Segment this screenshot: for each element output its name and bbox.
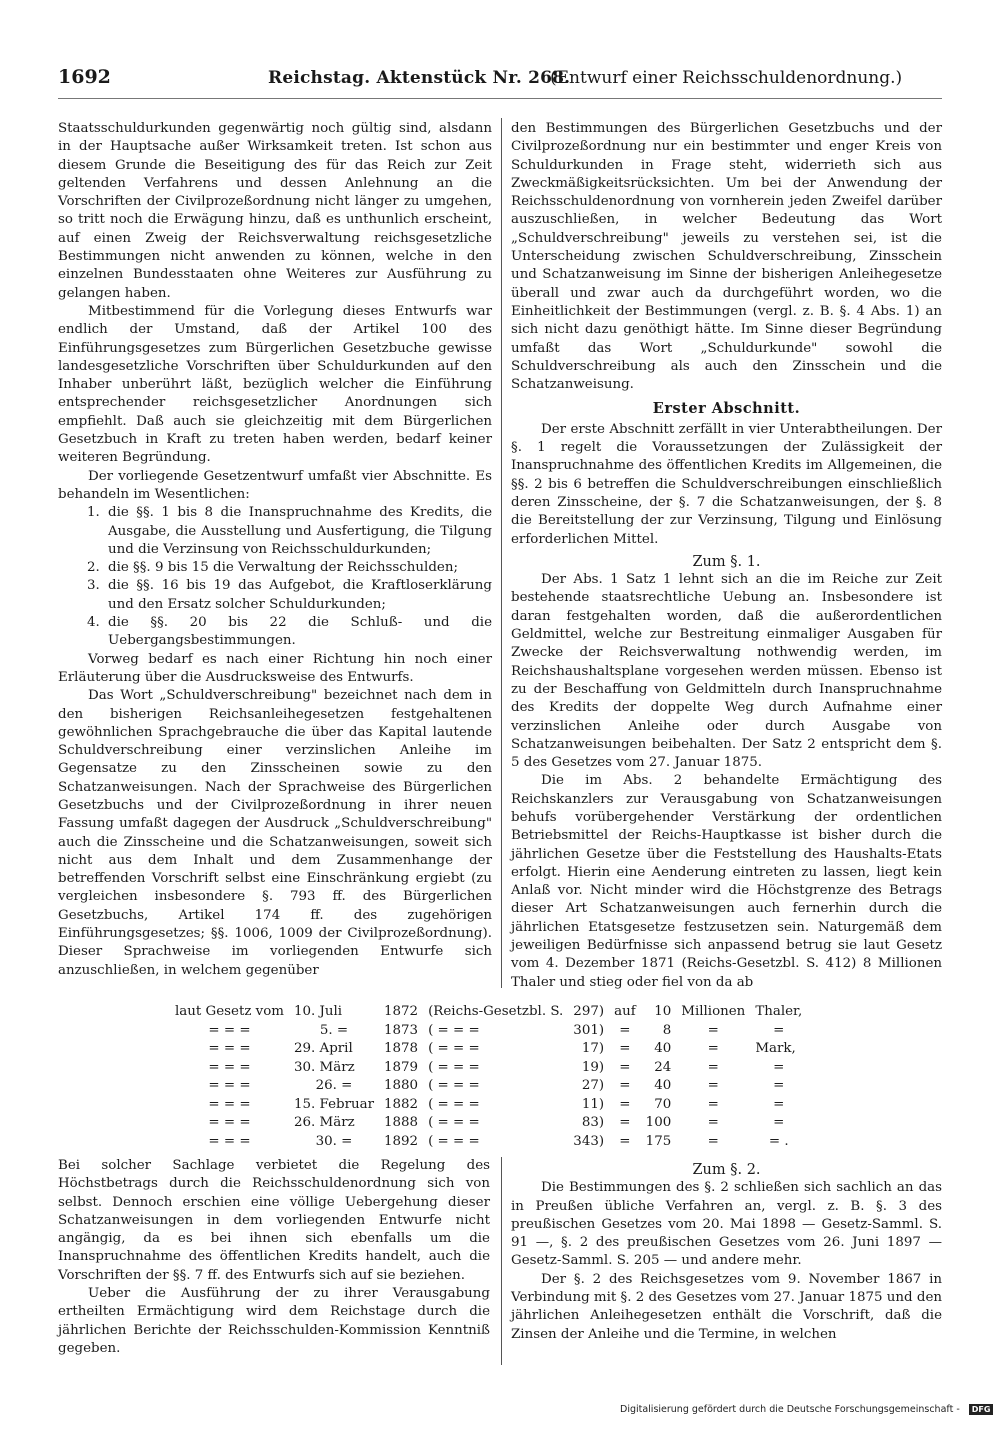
- table-cell: 83): [581, 1115, 605, 1130]
- table-row: [170, 1040, 807, 1059]
- table-cell: =: [707, 1022, 719, 1038]
- right-column: [511, 120, 942, 992]
- table-cell: 301): [573, 1022, 605, 1038]
- table-cell: 30. März: [293, 1059, 355, 1075]
- bottom-left-column: [58, 1157, 490, 1358]
- table-cell: = = =: [208, 1022, 251, 1038]
- table-row: [170, 1133, 807, 1152]
- column-divider: [501, 118, 502, 988]
- table-cell: 8: [662, 1022, 672, 1038]
- table-cell: = = =: [208, 1059, 251, 1075]
- table-cell: ( = = =: [428, 1078, 480, 1093]
- header-rule: [58, 98, 942, 99]
- section-list: [58, 504, 492, 650]
- table-cell: laut Gesetz vom: [175, 1004, 284, 1019]
- table-cell: auf: [614, 1004, 636, 1019]
- treasury-bill-table: [170, 1003, 807, 1151]
- list-item: 4. die §§. 20 bis 22 die Schluß- und die Uebergangsbestimmungen.: [104, 614, 492, 651]
- table-cell: 1878: [384, 1041, 419, 1056]
- table-cell: 343): [573, 1133, 605, 1149]
- table-cell: Mark,: [755, 1041, 796, 1056]
- table-cell: ( = = =: [428, 1096, 480, 1112]
- table-cell: 40: [654, 1078, 672, 1093]
- table-cell: 70: [654, 1096, 672, 1112]
- credit-text: Digitalisierung gefördert durch die Deutsche Forschungsgemeinschaft -: [620, 1404, 960, 1415]
- header-title: Reichstag. Aktenstück Nr. 268.: [268, 68, 571, 88]
- paragraph: Vorweg bedarf es nach einer Richtung hin noch einer Erläuterung über die Ausdrucksweise des Entwurfs.: [58, 651, 492, 685]
- paragraph: Der vorliegende Gesetzentwurf umfaßt vier Abschnitte. Es behandeln im Wesentlichen:: [58, 468, 492, 502]
- paragraph: Der §. 2 des Reichsgesetzes vom 9. November 1867 in Verbindung mit §. 2 des Gesetzes vom 27. Januar 1875 und den jährlichen Anleihegesetzen enthält die Vorschrift, daß die Zinsen der Anleihe und die Termine, in welchen: [511, 1271, 942, 1342]
- table-cell: = = =: [208, 1115, 251, 1130]
- table-cell: 175: [645, 1133, 672, 1149]
- table-cell: =: [619, 1041, 631, 1056]
- subsection-heading: Zum §. 2.: [692, 1162, 761, 1178]
- paragraph: Die im Abs. 2 behandelte Ermächtigung des Reichskanzlers zur Verausgabung von Schatzanweisungen behufs vorübergehender Verstärkung der ordentlichen Betriebsmittel der Reichs-Hauptkasse ist bisher durch die jährlichen Gesetze über die Feststellung des Haushalts-Etats erfolgt. Hierin eine Aenderung eintreten zu lassen, liegt kein Anlaß vor. Nicht minder wird die Höchstgrenze des Betrags dieser Art Schatzanweisungen auch fernerhin durch die jährlichen Etatsgesetze festzusetzen sein. Naturgemäß dem jeweiligen Bedürfnisse sich anpassend betrug sie laut Gesetz vom 4. Dezember 1871 (Reichs-Gesetzbl. S. 412) 8 Millionen Thaler und stieg oder fiel von da ab: [511, 773, 942, 990]
- paragraph: Ueber die Ausführung der zu ihrer Verausgabung ertheilten Ermächtigung wird dem Reichstage durch die jährlichen Berichte der Reichsschulden-Kommission Kenntniß gegeben.: [58, 1286, 490, 1356]
- table-cell: =: [773, 1078, 785, 1093]
- header-subtitle: (Entwurf einer Reichsschuldenordnung.): [550, 68, 903, 88]
- table-row: [170, 1096, 807, 1115]
- table-cell: =: [619, 1115, 631, 1130]
- column-divider: [501, 1157, 502, 1365]
- table-cell: 26. =: [315, 1078, 353, 1093]
- bottom-right-column: [511, 1157, 942, 1344]
- subsection-heading: Zum §. 1.: [692, 553, 761, 570]
- table-row: [170, 1059, 807, 1078]
- table-cell: 5. =: [319, 1022, 349, 1038]
- left-column: [58, 120, 492, 980]
- table-cell: =: [707, 1041, 719, 1056]
- table-cell: ( = = =: [428, 1022, 480, 1038]
- table-cell: =: [773, 1059, 785, 1075]
- table-cell: Millionen: [681, 1004, 746, 1019]
- table-cell: =: [707, 1096, 719, 1112]
- table-cell: 10: [654, 1004, 672, 1019]
- section-heading: Erster Abschnitt.: [652, 400, 801, 418]
- table-cell: = = =: [208, 1096, 251, 1112]
- table-cell: =: [707, 1133, 719, 1149]
- table-cell: 1880: [384, 1078, 419, 1093]
- paragraph: den Bestimmungen des Bürgerlichen Gesetzbuchs und der Civilprozeßordnung nur ein bestimmter und enger Kreis von Schuldurkunden in Frage steht, widerrieth sich aus Zweckmäßigkeitsrücksichten. Um bei der Anwendung der Reichsschuldenordnung von vornherein jeden Zweifel darüber auszuschließen, in welcher Bedeutung das Wort „Schuldverschreibung" jeweils zu verstehen sei, ist die Unterscheidung zwischen Schuldverschreibung, Zinsschein und Schatzanweisung im Sinne der bisherigen Anleihegesetze überall und zwar auch da durchgeführt worden, wo die Einheitlichkeit der Bestimmungen (vergl. z. B. §. 4 Abs. 1) an sich nicht dazu genöthigt hätte. Im Sinne dieser Begründung umfaßt das Wort „Schuldurkunde" sowohl die Schuldverschreibung als auch den Zinsschein und die Schatzanweisung.: [511, 121, 942, 393]
- table-cell: ( = = =: [428, 1041, 480, 1056]
- table-cell: 30. =: [315, 1133, 353, 1149]
- table-cell: ( = = =: [428, 1059, 480, 1075]
- table-cell: (Reichs-Gesetzbl. S.: [428, 1004, 564, 1019]
- table-cell: 1873: [384, 1022, 419, 1038]
- table-cell: 1882: [384, 1096, 419, 1112]
- table-row: [170, 1077, 807, 1096]
- table-cell: = = =: [208, 1133, 251, 1149]
- table-row: [170, 1022, 807, 1041]
- table-cell: 27): [581, 1078, 605, 1093]
- table-cell: 1892: [384, 1133, 419, 1149]
- table-cell: 19): [581, 1059, 605, 1075]
- paragraph: Der erste Abschnitt zerfällt in vier Unterabtheilungen. Der §. 1 regelt die Voraussetzungen der Zulässigkeit der Inanspruchnahme des öffentlichen Kredits im Allgemeinen, die §§. 2 bis 6 betreffen die Schuldverschreibungen einschließlich deren Zinsscheine, der §. 7 die Schatzanweisungen, der §. 8 die Bereitstellung der zur Verzinsung, Tilgung und Einlösung erforderlichen Mittel.: [511, 421, 942, 547]
- table-cell: =: [619, 1133, 631, 1149]
- table-cell: =: [707, 1059, 719, 1075]
- page-header: [58, 64, 942, 98]
- table-cell: = = =: [208, 1078, 251, 1093]
- table-cell: 1888: [384, 1115, 419, 1130]
- table-cell: =: [707, 1115, 719, 1130]
- table-cell: 17): [581, 1041, 605, 1056]
- table-cell: =: [619, 1022, 631, 1038]
- list-item: 3. die §§. 16 bis 19 das Aufgebot, die Kraftloserklärung und den Ersatz solcher Schuldurkunden;: [104, 577, 492, 614]
- dfg-logo: DFG: [969, 1404, 994, 1415]
- digitization-credit: [620, 1404, 993, 1415]
- paragraph: Staatsschuldurkunden gegenwärtig noch gültig sind, alsdann in der Hauptsache außer Wirksamkeit treten. Ist schon aus diesem Grunde die Beseitigung des für das Reich zur Zeit geltenden Verfahrens und dessen Anlehnung an die Vorschriften der Civilprozeßordnung nicht länger zu umgehen, so tritt noch die Erwägung hinzu, daß es unthunlich erscheint, auf einen Zweig der Reichsverwaltung reichsgesetzliche Bestimmungen nicht anwenden zu können, welche in den einzelnen Bundesstaaten ohne Weiteres zur Ausführung zu gelangen haben.: [58, 121, 492, 301]
- paragraph: Der Abs. 1 Satz 1 lehnt sich an die im Reiche zur Zeit bestehende staatsrechtliche Uebung an. Insbesondere ist daran festgehalten worden, daß die außerordentlichen Geldmittel, welche zur Bestreitung einmaliger Ausgaben für Zwecke der Reichsverwaltung nothwendig werden, im Reichshaushaltsplane vorgesehen werden müssen. Ebenso ist zu der Beschaffung von Geldmitteln durch Inanspruchnahme des Kredits der doppelte Weg durch Aufnahme einer verzinslichen Anleihe oder durch Ausgabe von Schatzanweisungen beibehalten. Der Satz 2 entspricht dem §. 5 des Gesetzes vom 27. Januar 1875.: [511, 572, 942, 771]
- page-number: 1692: [58, 66, 111, 88]
- list-item: 2. die §§. 9 bis 15 die Verwaltung der Reichsschulden;: [104, 559, 492, 577]
- table-cell: 297): [573, 1004, 605, 1019]
- table-cell: =: [773, 1096, 785, 1112]
- table-cell: 1872: [384, 1004, 419, 1019]
- table-cell: 26. März: [293, 1115, 355, 1130]
- table-cell: =: [619, 1096, 631, 1112]
- table-cell: =: [619, 1059, 631, 1075]
- paragraph: Bei solcher Sachlage verbietet die Regelung des Höchstbetrags durch die Reichsschuldenordnung sich von selbst. Dennoch erschien eine völlige Uebergehung dieser Schatzanweisungen in dem vorliegenden Entwurfe nicht angängig, da es bei ihnen sich ebenfalls um die Inanspruchnahme des öffentlichen Kredits handelt, auch die Vorschriften der §§. 7 ff. des Entwurfs sich auf sie beziehen.: [58, 1158, 490, 1283]
- list-item: 1. die §§. 1 bis 8 die Inanspruchnahme des Kredits, die Ausgabe, die Ausstellung und Ausfertigung, die Tilgung und die Verzinsung von Reichsschuldurkunden;: [104, 504, 492, 559]
- table-cell: = = =: [208, 1041, 251, 1056]
- table-cell: 1879: [384, 1059, 419, 1075]
- table-cell: 24: [654, 1059, 672, 1075]
- paragraph: Das Wort „Schuldverschreibung" bezeichnet nach dem in den bisherigen Reichsanleihegesetzen festgehaltenen gewöhnlichen Sprachgebrauche die über das Kapital lautende Schuldverschreibung einer verzinslichen Anleihe im Gegensatze zu den Zinsscheinen sowie zu den Schatzanweisungen. Nach der Sprachweise des Bürgerlichen Gesetzbuchs und der Civilprozeßordnung in ihrer neuen Fassung umfaßt dagegen der Ausdruck „Schuldverschreibung" auch die Zinsscheine und die Schatzanweisungen, soweit sich nicht aus dem Inhalt und dem Zusammenhange der betreffenden Vorschrift selbst eine Einschränkung ergiebt (zu vergleichen insbesondere §. 793 ff. des Bürgerlichen Gesetzbuchs, Artikel 174 ff. des zugehörigen Einführungsgesetzes; §§. 1006, 1009 der Civilprozeßordnung). Dieser Sprachweise im vorliegenden Entwurfe sich anzuschließen, in welchem gegenüber: [58, 688, 492, 978]
- table-cell: 11): [581, 1096, 605, 1112]
- table-cell: 15. Februar: [293, 1096, 374, 1112]
- table-cell: 10. Juli: [293, 1004, 343, 1019]
- table-cell: 100: [645, 1115, 672, 1130]
- table-cell: ( = = =: [428, 1115, 480, 1130]
- table-cell: 40: [654, 1041, 672, 1056]
- paragraph: Mitbestimmend für die Vorlegung dieses Entwurfs war endlich der Umstand, daß der Artikel 100 des Einführungsgesetzes zum Bürgerlichen Gesetzbuche gewisse landesgesetzliche Vorschriften über Schuldurkunden auf den Inhaber unberührt läßt, bezüglich welcher die Einführung entsprechender reichsgesetzlicher Anordnungen sich empfiehlt. Daß auch sie gleichzeitig mit dem Bürgerlichen Gesetzbuch in Kraft zu treten haben werden, bedarf keiner weiteren Begründung.: [58, 303, 492, 466]
- table-cell: = .: [768, 1133, 789, 1149]
- table-cell: =: [773, 1022, 785, 1038]
- table-cell: 29. April: [293, 1041, 353, 1056]
- table-cell: Thaler,: [755, 1004, 803, 1019]
- table-row: [170, 1003, 807, 1022]
- table-cell: =: [773, 1115, 785, 1130]
- table-cell: ( = = =: [428, 1133, 480, 1149]
- table-row: [170, 1114, 807, 1133]
- table-cell: =: [619, 1078, 631, 1093]
- table-cell: =: [707, 1078, 719, 1093]
- paragraph: Die Bestimmungen des §. 2 schließen sich sachlich an das in Preußen übliche Verfahren an, vergl. z. B. §. 3 des preußischen Gesetzes vom 20. Mai 1898 — Gesetz-Samml. S. 91 —, §. 2 des preußischen Gesetzes vom 26. Juni 1897 — Gesetz-Samml. S. 205 — und andere mehr.: [511, 1180, 942, 1269]
